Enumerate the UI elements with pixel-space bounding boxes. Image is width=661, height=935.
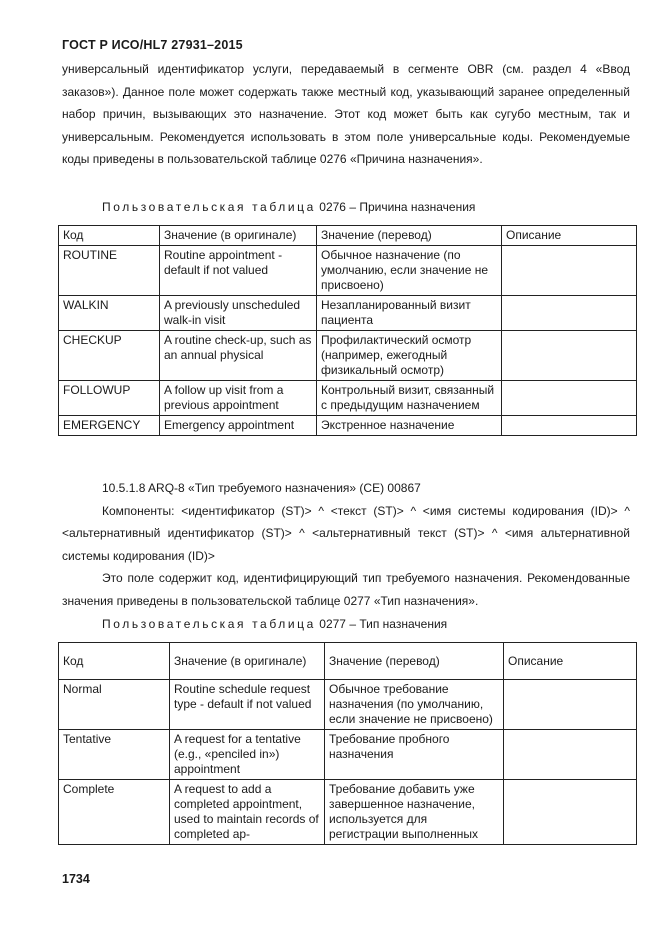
components-text: Компоненты: <идентификатор (ST)> ^ <текст (ST)> ^ <имя системы кодирования (ID)> ^ <альтернативный идентификатор (ST)> ^ <альтернативный текст (ST)> ^ <имя альтернативной системы кодирования (ID)> bbox=[62, 503, 630, 563]
cell-description bbox=[504, 680, 637, 730]
header-code: Код bbox=[59, 643, 170, 680]
header-code: Код bbox=[59, 226, 160, 246]
caption-number: 0277 bbox=[319, 617, 346, 631]
cell-code: Complete bbox=[59, 780, 170, 845]
cell-original: A previously unscheduled walk-in visit bbox=[160, 296, 317, 331]
cell-code: WALKIN bbox=[59, 296, 160, 331]
table-0276-caption bbox=[102, 200, 475, 214]
caption-title: Причина назначения bbox=[359, 200, 476, 214]
header-original: Значение (в оригинале) bbox=[170, 643, 325, 680]
section-description: Это поле содержит код, идентифицирующий тип требуемого назначения. Рекомендованные значения приведены в пользовательской таблице 0277 «Тип назначения». bbox=[62, 571, 630, 608]
cell-code: Tentative bbox=[59, 730, 170, 780]
cell-original: Emergency appointment bbox=[160, 416, 317, 436]
cell-code: EMERGENCY bbox=[59, 416, 160, 436]
header-description: Описание bbox=[504, 643, 637, 680]
section-block bbox=[62, 477, 630, 612]
cell-translation: Профилактический осмотр (например, ежегодный физикальный осмотр) bbox=[317, 331, 502, 381]
cell-translation: Экстренное назначение bbox=[317, 416, 502, 436]
header-description: Описание bbox=[502, 226, 637, 246]
intro-paragraph bbox=[62, 58, 630, 171]
cell-description bbox=[504, 730, 637, 780]
caption-dash: – bbox=[349, 617, 356, 631]
section-heading: 10.5.1.8 ARQ-8 «Тип требуемого назначения» (CE) 00867 bbox=[102, 481, 421, 495]
cell-original: Routine appointment - default if not valued bbox=[160, 246, 317, 296]
table-0276 bbox=[58, 225, 637, 436]
table-0277-caption bbox=[102, 617, 447, 631]
header-original: Значение (в оригинале) bbox=[160, 226, 317, 246]
table-row bbox=[59, 416, 637, 436]
caption-prefix: Пользовательская таблица bbox=[102, 200, 316, 214]
page-number: 1734 bbox=[62, 872, 90, 886]
table-row bbox=[59, 730, 637, 780]
cell-translation: Обычное требование назначения (по умолчанию, если значение не присвоено) bbox=[325, 680, 504, 730]
caption-prefix: Пользовательская таблица bbox=[102, 617, 316, 631]
cell-translation: Обычное назначение (по умолчанию, если значение не присвоено) bbox=[317, 246, 502, 296]
cell-code: ROUTINE bbox=[59, 246, 160, 296]
cell-code: FOLLOWUP bbox=[59, 381, 160, 416]
cell-description bbox=[502, 381, 637, 416]
cell-translation: Требование добавить уже завершенное назначение, используется для регистрации выполненных bbox=[325, 780, 504, 845]
cell-code: CHECKUP bbox=[59, 331, 160, 381]
cell-original: A routine check-up, such as an annual physical bbox=[160, 331, 317, 381]
cell-translation: Контрольный визит, связанный с предыдущим назначением bbox=[317, 381, 502, 416]
cell-original: A follow up visit from a previous appointment bbox=[160, 381, 317, 416]
caption-title: Тип назначения bbox=[359, 617, 448, 631]
table-row bbox=[59, 680, 637, 730]
table-row bbox=[59, 296, 637, 331]
cell-translation: Требование пробного назначения bbox=[325, 730, 504, 780]
header-translation: Значение (перевод) bbox=[325, 643, 504, 680]
cell-description bbox=[502, 331, 637, 381]
cell-code: Normal bbox=[59, 680, 170, 730]
cell-original: A request to add a completed appointment, used to maintain records of completed ap- bbox=[170, 780, 325, 845]
table-row bbox=[59, 381, 637, 416]
cell-description bbox=[502, 296, 637, 331]
caption-number: 0276 bbox=[319, 200, 346, 214]
cell-description bbox=[504, 780, 637, 845]
table-header-row bbox=[59, 226, 637, 246]
table-row bbox=[59, 246, 637, 296]
table-row bbox=[59, 780, 637, 845]
cell-translation: Незапланированный визит пациента bbox=[317, 296, 502, 331]
header-translation: Значение (перевод) bbox=[317, 226, 502, 246]
document-header: ГОСТ Р ИСО/HL7 27931–2015 bbox=[62, 38, 243, 52]
table-row bbox=[59, 331, 637, 381]
cell-original: Routine schedule request type - default if not valued bbox=[170, 680, 325, 730]
caption-dash: – bbox=[349, 200, 356, 214]
cell-description bbox=[502, 246, 637, 296]
table-0277 bbox=[58, 642, 637, 845]
cell-description bbox=[502, 416, 637, 436]
intro-text: универсальный идентификатор услуги, передаваемый в сегменте OBR (см. раздел 4 «Ввод заказов»). Данное поле может содержать также местный код, указывающий заранее определенный набор причин, вызывающих это назначение. Этот код может быть как сугубо местным, так и универсальным. Рекомендуется использовать в этом поле универсальные коды. Рекомендуемые коды приведены в пользовательской таблице 0276 «Причина назначения». bbox=[62, 62, 630, 166]
table-header-row bbox=[59, 643, 637, 680]
cell-original: A request for a tentative (e.g., «penciled in») appointment bbox=[170, 730, 325, 780]
